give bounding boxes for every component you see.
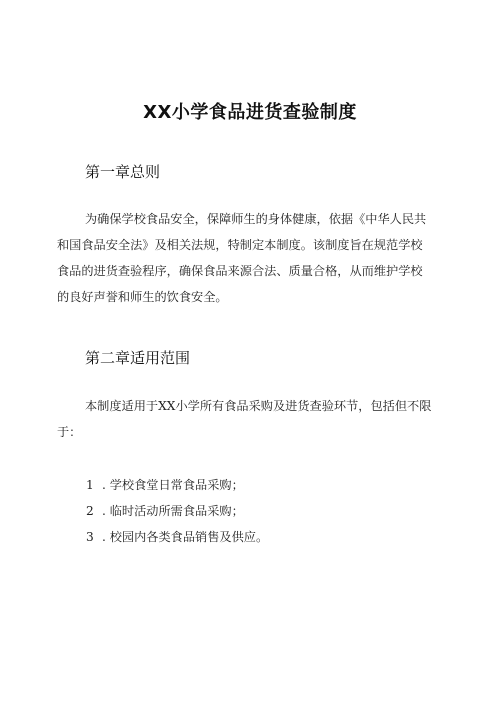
list-item	[86, 472, 268, 498]
list-item-number: 1	[86, 478, 94, 492]
list-item-number: 2	[86, 504, 94, 518]
list-item-text: . 临时活动所需食品采购；	[102, 504, 244, 518]
list-item	[86, 498, 268, 524]
paragraph-line: 本制度适用于XX小学所有食品采购及进货查验环节，包括但不限	[85, 399, 432, 413]
paragraph-line: 食品的进货查验程序，确保食品来源合法、质量合格，从而维护学校	[57, 264, 423, 278]
scope-list	[86, 472, 268, 550]
list-item-text: . 校园内各类食品销售及供应。	[102, 530, 269, 544]
paragraph-line: 为确保学校食品安全，保障师生的身体健康，依据《中华人民共	[85, 212, 427, 226]
list-item	[86, 524, 268, 550]
list-item-text: . 学校食堂日常食品采购；	[102, 478, 244, 492]
chapter-1-heading: 第一章总则	[85, 163, 161, 181]
document-title: XX小学食品进货查验制度	[143, 102, 357, 123]
list-item-number: 3	[86, 530, 94, 544]
paragraph-line: 和国食品安全法》及相关法规，特制定本制度。该制度旨在规范学校	[57, 238, 423, 252]
paragraph-line: 于：	[57, 425, 82, 439]
chapter-1-paragraph	[57, 206, 445, 310]
chapter-2-paragraph	[57, 393, 445, 445]
chapter-2-heading: 第二章适用范围	[85, 349, 191, 367]
paragraph-line: 的良好声誉和师生的饮食安全。	[57, 290, 228, 304]
